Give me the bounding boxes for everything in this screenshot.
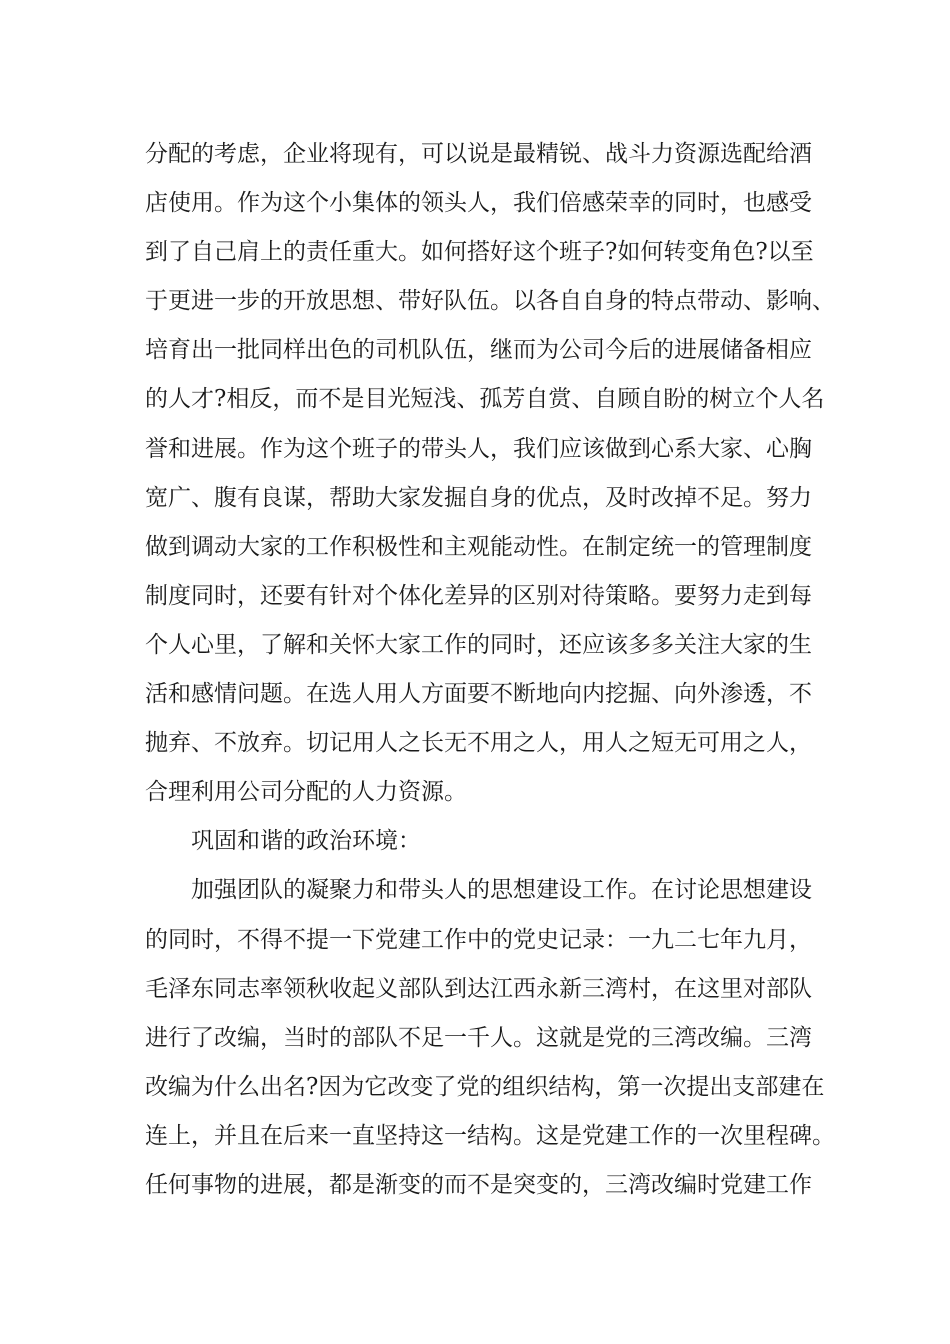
text-line: 的人才?相反，而不是目光短浅、孤芳自赏、自顾自盼的树立个人名 [145, 386, 825, 413]
text-line: 到了自己肩上的责任重大。如何搭好这个班子?如何转变角色?以至 [145, 239, 814, 266]
text-line: 毛泽东同志率领秋收起义部队到达江西永新三湾村，在这里对部队 [145, 975, 812, 1002]
text-line: 的同时，不得不提一下党建工作中的党史记录：一九二七年九月， [145, 926, 812, 953]
text-line: 合理利用公司分配的人力资源。 [145, 779, 467, 806]
text-line: 活和感情问题。在选人用人方面要不断地向内挖掘、向外渗透，不 [145, 681, 812, 708]
text-line: 加强团队的凝聚力和带头人的思想建设工作。在讨论思想建设 [191, 877, 812, 904]
text-line: 制度同时，还要有针对个体化差异的区别对待策略。要努力走到每 [145, 582, 812, 609]
document-body [145, 130, 835, 1210]
text-line: 进行了改编，当时的部队不足一千人。这就是党的三湾改编。三湾 [145, 1024, 812, 1051]
text-line: 抛弃、不放弃。切记用人之长无不用之人，用人之短无可用之人， [145, 730, 812, 757]
text-line: 店使用。作为这个小集体的领头人，我们倍感荣幸的同时，也感受 [145, 190, 812, 217]
text-line: 做到调动大家的工作积极性和主观能动性。在制定统一的管理制度 [145, 533, 812, 560]
text-line: 任何事物的进展，都是渐变的而不是突变的，三湾改编时党建工作 [145, 1171, 812, 1198]
text-line: 于更进一步的开放思想、带好队伍。以各自自身的特点带动、影响、 [145, 288, 835, 315]
text-line: 培育出一批同样出色的司机队伍，继而为公司今后的进展储备相应 [145, 337, 812, 364]
text-line: 巩固和谐的政治环境： [191, 828, 421, 855]
text-line: 改编为什么出名?因为它改变了党的组织结构，第一次提出支部建在 [145, 1073, 825, 1100]
text-line: 誉和进展。作为这个班子的带头人，我们应该做到心系大家、心胸 [145, 435, 812, 462]
text-line: 宽广、腹有良谋，帮助大家发掘自身的优点，及时改掉不足。努力 [145, 484, 812, 511]
text-line: 分配的考虑，企业将现有，可以说是最精锐、战斗力资源选配给酒 [145, 141, 812, 167]
text-line: 个人心里，了解和关怀大家工作的同时，还应该多多关注大家的生 [145, 631, 812, 658]
text-line: 连上，并且在后来一直坚持这一结构。这是党建工作的一次里程碑。 [145, 1122, 835, 1149]
